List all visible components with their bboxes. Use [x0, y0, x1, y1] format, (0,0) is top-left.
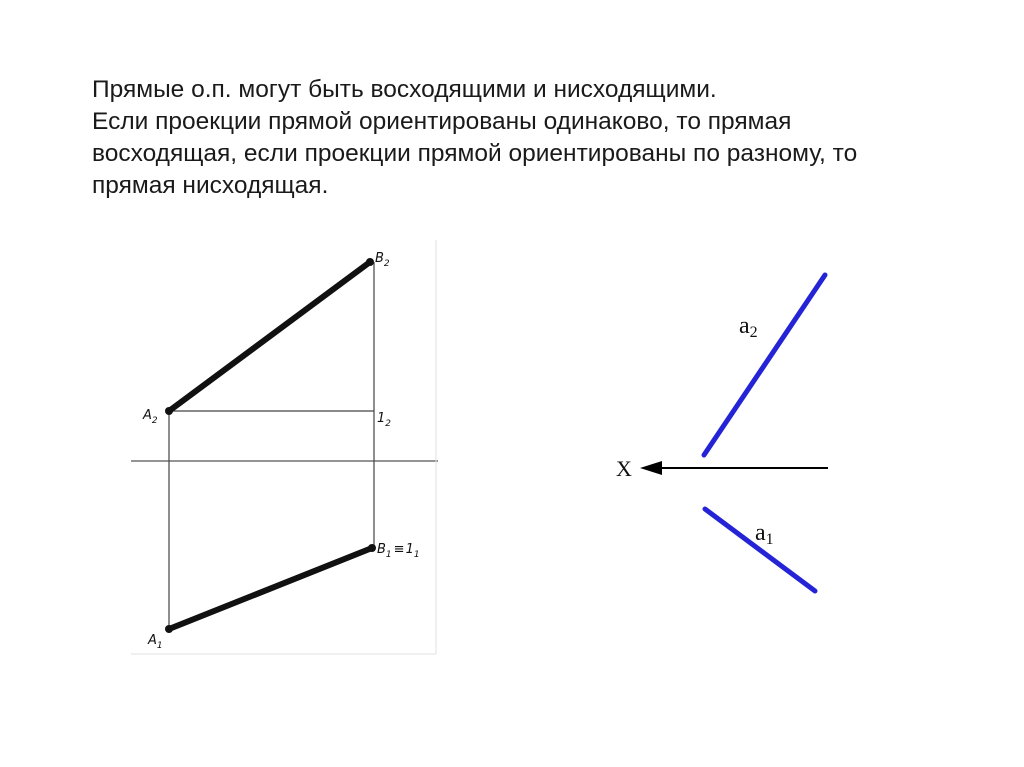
- label-a2-small: a2: [739, 313, 758, 341]
- label-b2: $B_2$: [375, 251, 390, 269]
- label-axis-x: X: [616, 456, 632, 481]
- text-line-1: Прямые о.п. могут быть восходящими и нисходящими.: [92, 76, 717, 103]
- label-b1-1-1: $B_1 \equiv 1_1$: [377, 542, 420, 560]
- point-b1: [368, 544, 376, 552]
- left-drawing: [131, 240, 438, 654]
- label-a2: $A_2$: [143, 408, 158, 426]
- point-b2: [366, 258, 374, 266]
- projection-a2b2: [169, 262, 370, 411]
- projection-a2-line: [704, 275, 825, 455]
- point-a1: [165, 625, 173, 633]
- text-line-2: Если проекции прямой ориентированы одинаково, то прямая восходящая, если проекции прямой ориентированы по разному, то прямая нисходящая.: [92, 108, 858, 199]
- axis-x-arrow-icon: [640, 461, 662, 475]
- point-a2: [165, 407, 173, 415]
- label-1-2: $1_2$: [377, 411, 392, 429]
- right-drawing: [616, 275, 828, 591]
- label-a1: $A_1$: [148, 633, 163, 651]
- label-a1-small: a1: [755, 520, 774, 548]
- projection-a1b1: [169, 548, 372, 629]
